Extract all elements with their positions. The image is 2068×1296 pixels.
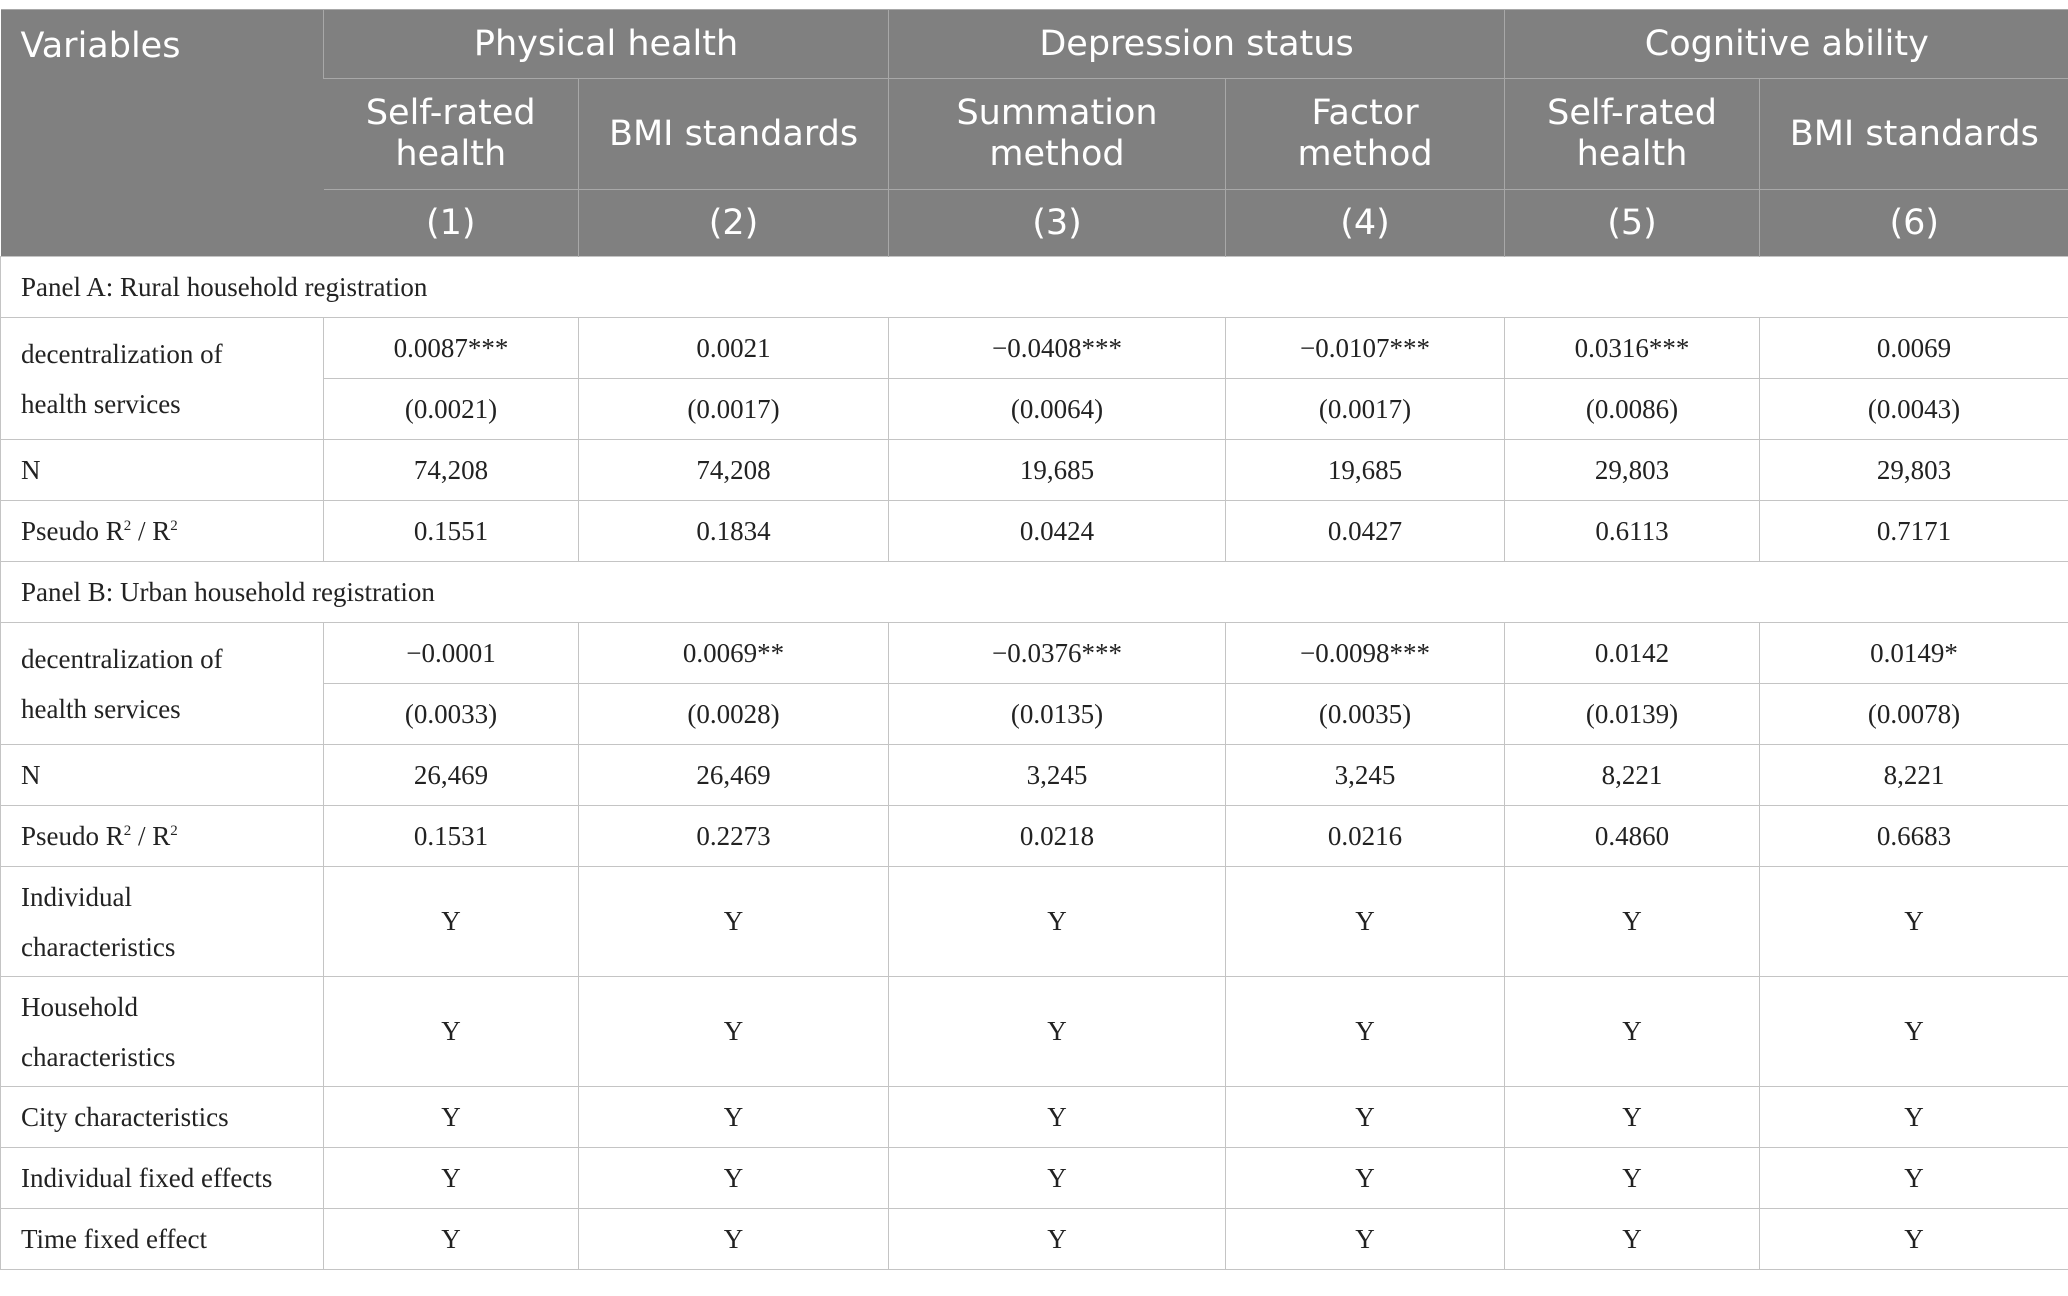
coef-cell: −0.0098*** [1226, 623, 1505, 684]
control-cell: Y [1760, 1087, 2068, 1148]
control-cell: Y [1226, 867, 1505, 977]
table-header [1, 10, 2068, 257]
n-cell: 74,208 [579, 440, 889, 501]
control-cell: Y [889, 977, 1226, 1087]
control-cell: Y [579, 1148, 889, 1209]
table-body [1, 257, 2068, 1270]
coef-cell: 0.0149* [1760, 623, 2068, 684]
control-row [1, 1209, 2068, 1270]
table-row [1, 806, 2068, 867]
group-header-physical-health: Physical health [324, 10, 889, 79]
control-cell: Y [324, 977, 579, 1087]
control-cell: Y [1760, 1209, 2068, 1270]
se-cell: (0.0017) [579, 379, 889, 440]
se-cell: (0.0017) [1226, 379, 1505, 440]
control-row [1, 1148, 2068, 1209]
se-cell: (0.0086) [1505, 379, 1760, 440]
coef-cell: 0.0142 [1505, 623, 1760, 684]
control-cell: Y [889, 1148, 1226, 1209]
control-row [1, 1087, 2068, 1148]
control-cell: Y [889, 1087, 1226, 1148]
table-row [1, 623, 2068, 684]
row-label-n: N [1, 440, 324, 501]
control-cell: Y [1760, 977, 2068, 1087]
row-label-decentralization: decentralization of health services [1, 318, 324, 440]
coef-cell: −0.0001 [324, 623, 579, 684]
control-cell: Y [324, 1209, 579, 1270]
column-number-6: (6) [1760, 190, 2068, 257]
coef-cell: 0.0069 [1760, 318, 2068, 379]
r2-cell: 0.0424 [889, 501, 1226, 562]
control-cell: Y [324, 1087, 579, 1148]
row-label-individual-characteristics: Individual characteristics [1, 867, 324, 977]
panel-title-row [1, 257, 2068, 318]
column-number-4: (4) [1226, 190, 1505, 257]
coef-cell: 0.0021 [579, 318, 889, 379]
table-row [1, 501, 2068, 562]
n-cell: 74,208 [324, 440, 579, 501]
row-label-r2: Pseudo $R^2 / R^2$ [1, 806, 324, 867]
r2-cell: 0.7171 [1760, 501, 2068, 562]
control-cell: Y [579, 1209, 889, 1270]
r2-cell: 0.1551 [324, 501, 579, 562]
se-cell: (0.0021) [324, 379, 579, 440]
control-cell: Y [1226, 1148, 1505, 1209]
row-label-time-fixed-effect: Time fixed effect [1, 1209, 324, 1270]
se-cell: (0.0028) [579, 684, 889, 745]
n-cell: 3,245 [1226, 745, 1505, 806]
control-cell: Y [1226, 977, 1505, 1087]
control-cell: Y [889, 867, 1226, 977]
se-cell: (0.0033) [324, 684, 579, 745]
row-label-household-characteristics: Household characteristics [1, 977, 324, 1087]
column-number-2: (2) [579, 190, 889, 257]
subheader-col-4: Factor method [1226, 79, 1505, 190]
r2-cell: 0.0218 [889, 806, 1226, 867]
n-cell: 3,245 [889, 745, 1226, 806]
coef-cell: −0.0107*** [1226, 318, 1505, 379]
row-label-r2: Pseudo $R^2 / R^2$ [1, 501, 324, 562]
panel-b-title: Panel B: Urban household registration [1, 562, 2068, 623]
n-cell: 8,221 [1505, 745, 1760, 806]
control-cell: Y [579, 867, 889, 977]
control-cell: Y [889, 1209, 1226, 1270]
coef-cell: −0.0408*** [889, 318, 1226, 379]
subheader-col-5: Self-rated health [1505, 79, 1760, 190]
control-cell: Y [1226, 1087, 1505, 1148]
regression-results-table [0, 9, 2068, 1270]
control-cell: Y [579, 1087, 889, 1148]
column-number-1: (1) [324, 190, 579, 257]
n-cell: 8,221 [1760, 745, 2068, 806]
coef-cell: 0.0087*** [324, 318, 579, 379]
se-cell: (0.0139) [1505, 684, 1760, 745]
n-cell: 29,803 [1760, 440, 2068, 501]
control-cell: Y [324, 1148, 579, 1209]
coef-cell: −0.0376*** [889, 623, 1226, 684]
panel-a-title: Panel A: Rural household registration [1, 257, 2068, 318]
row-label-decentralization: decentralization of health services [1, 623, 324, 745]
coef-cell: 0.0316*** [1505, 318, 1760, 379]
se-cell: (0.0078) [1760, 684, 2068, 745]
coef-cell: 0.0069** [579, 623, 889, 684]
panel-title-row [1, 562, 2068, 623]
n-cell: 19,685 [889, 440, 1226, 501]
subheader-col-6: BMI standards [1760, 79, 2068, 190]
r2-cell: 0.6113 [1505, 501, 1760, 562]
subheader-col-2: BMI standards [579, 79, 889, 190]
r2-cell: 0.2273 [579, 806, 889, 867]
control-cell: Y [1760, 1148, 2068, 1209]
column-number-3: (3) [889, 190, 1226, 257]
row-label-individual-fixed-effects: Individual fixed effects [1, 1148, 324, 1209]
control-cell: Y [579, 977, 889, 1087]
r2-cell: 0.0216 [1226, 806, 1505, 867]
control-cell: Y [1760, 867, 2068, 977]
control-row [1, 977, 2068, 1087]
subheader-col-3: Summation method [889, 79, 1226, 190]
control-cell: Y [1505, 977, 1760, 1087]
r2-cell: 0.1834 [579, 501, 889, 562]
n-cell: 26,469 [324, 745, 579, 806]
r2-cell: 0.1531 [324, 806, 579, 867]
control-cell: Y [1505, 1087, 1760, 1148]
n-cell: 19,685 [1226, 440, 1505, 501]
r2-cell: 0.6683 [1760, 806, 2068, 867]
control-cell: Y [1505, 1148, 1760, 1209]
se-cell: (0.0064) [889, 379, 1226, 440]
control-cell: Y [324, 867, 579, 977]
control-cell: Y [1505, 1209, 1760, 1270]
control-row [1, 867, 2068, 977]
r2-cell: 0.4860 [1505, 806, 1760, 867]
se-cell: (0.0043) [1760, 379, 2068, 440]
row-label-n: N [1, 745, 324, 806]
table-row [1, 318, 2068, 379]
table-row [1, 440, 2068, 501]
control-cell: Y [1505, 867, 1760, 977]
variables-header: Variables [1, 10, 324, 257]
subheader-col-1: Self-rated health [324, 79, 579, 190]
table-row [1, 745, 2068, 806]
r2-cell: 0.0427 [1226, 501, 1505, 562]
row-label-city-characteristics: City characteristics [1, 1087, 324, 1148]
se-cell: (0.0035) [1226, 684, 1505, 745]
control-cell: Y [1226, 1209, 1505, 1270]
group-header-depression-status: Depression status [889, 10, 1505, 79]
n-cell: 26,469 [579, 745, 889, 806]
se-cell: (0.0135) [889, 684, 1226, 745]
n-cell: 29,803 [1505, 440, 1760, 501]
group-header-cognitive-ability: Cognitive ability [1505, 10, 2068, 79]
column-number-5: (5) [1505, 190, 1760, 257]
